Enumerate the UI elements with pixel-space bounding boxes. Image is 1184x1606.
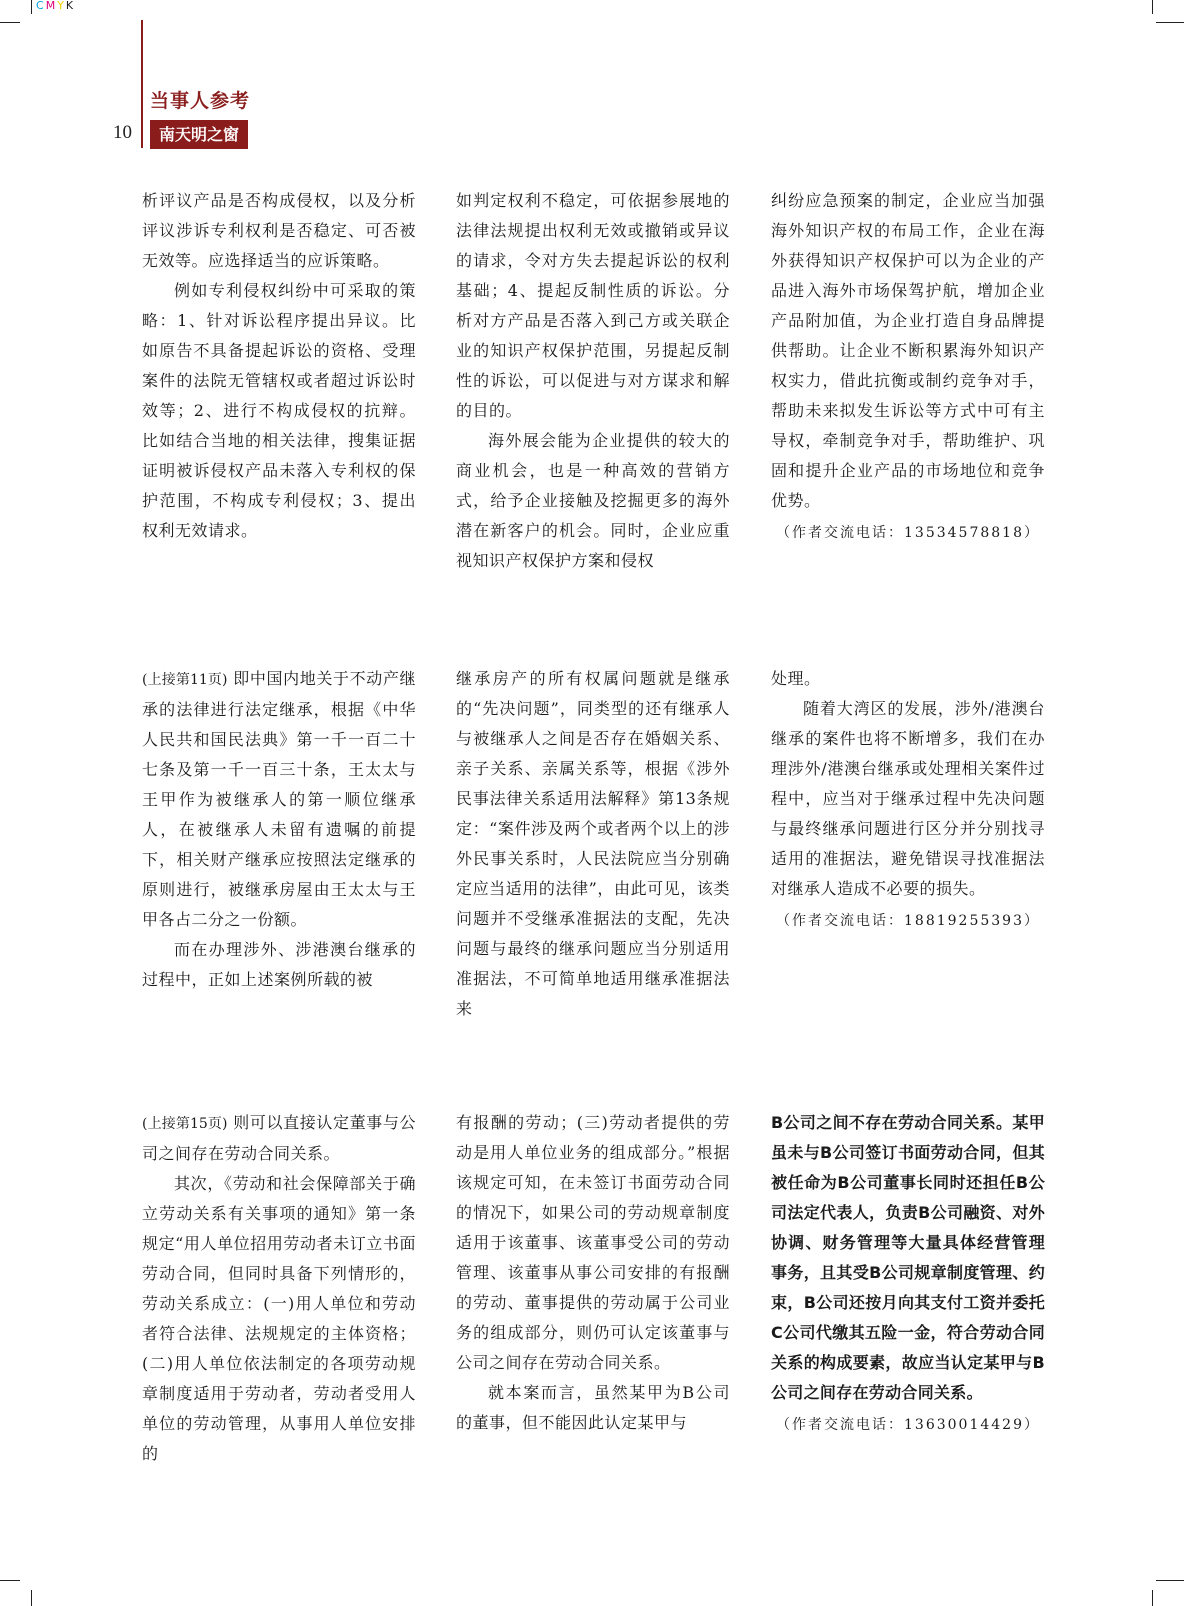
article2-col2-para-1: 继承房产的所有权属问题就是继承的“先决问题”，同类型的还有继承人与被继承人之间是否存在婚姻关系、亲子关系、亲属关系等，根据《涉外民事法律关系适用法解释》第13条规定：“案件涉及两个或者两个以上的涉外民事关系时，人民法院应当分别确定应当适用的法律”，由此可见，该类问题并不受继承准据法的支配，先决问题与最终的继承问题应当分别适用准据法，不可简单地适用继承准据法来 [456,669,730,1018]
article3-author-contact: （作者交流电话：13630014429） [776,1417,1040,1433]
article3-col2-para-1: 有报酬的劳动；(三)劳动者提供的劳动是用人单位业务的组成部分。”根据该规定可知，在未签订书面劳动合同的情况下，如果公司的劳动规章制度适用于该董事、该董事受公司的劳动管理、该董事从事公司安排的有报酬的劳动、董事提供的劳动属于公司业务的组成部分，则仍可认定该董事与公司之间存在劳动合同关系。 [456,1113,730,1372]
cmyk-m: M [45,0,58,12]
article3-col3-para-1: B公司之间不存在劳动合同关系。某甲虽未与B公司签订书面劳动合同，但其被任命为B公司董事长同时还担任B公司法定代表人，负责B公司融资、对外协调、财务管理等大量具体经营管理事务，且其受B公司规章制度管理、约束，B公司还按月向其支付工资并委托C公司代缴其五险一金，符合劳动合同关系的构成要素，故应当认定某甲与B公司之间存在劳动合同关系。 [771,1113,1045,1402]
article1-col3-para-1: 纠纷应急预案的制定，企业应当加强海外知识产权的布局工作，企业在海外获得知识产权保护可以为企业的产品进入海外市场保驾护航，增加企业产品附加值，为企业打造自身品牌提供帮助。让企业不断积累海外知识产权实力，借此抗衡或制约竞争对手，帮助未来拟发生诉讼等方式中可有主导权，牵制竞争对手，帮助维护、巩固和提升企业产品的市场地位和竞争优势。 [771,191,1045,510]
article1-column-1 [142,186,416,576]
cmyk-c: C [36,0,46,12]
cmyk-registration-label [36,0,75,12]
cmyk-k: K [65,0,76,12]
brand-label: 南天明之窗 [150,120,248,149]
cmyk-y: Y [57,0,66,12]
crop-mark-top-right-h [1156,22,1184,23]
crop-mark-bottom-right-v [1152,1590,1153,1606]
article3-col1-para-2: 其次，《劳动和社会保障部关于确立劳动关系有关事项的通知》第一条规定“用人单位招用劳动者未订立书面劳动合同，但同时具备下列情形的，劳动关系成立：(一)用人单位和劳动者符合法律、法规规定的主体资格；(二)用人单位依法制定的各项劳动规章制度适用于劳动者，劳动者受用人单位的劳动管理，从事用人单位安排的 [142,1174,416,1463]
article3-col1-para-1 [142,1108,416,1169]
article2-col3-para-2: 随着大湾区的发展，涉外/港澳台继承的案件也将不断增多，我们在办理涉外/港澳台继承或处理相关案件过程中，应当对于继承过程中先决问题与最终继承问题进行区分并分别找寻适用的准据法，避免错误寻找准据法对继承人造成不必要的损失。 [771,699,1045,898]
article1-col1-para-1: 析评议产品是否构成侵权，以及分析评议涉诉专利权利是否稳定、可否被无效等。应选择适当的应诉策略。 [142,191,416,270]
article3-col2-para-2: 就本案而言，虽然某甲为B公司的董事，但不能因此认定某甲与 [456,1383,730,1432]
crop-mark-bottom-left-v [31,1590,32,1606]
header-red-rule [141,20,143,148]
article1-col1-para-2: 例如专利侵权纠纷中可采取的策略：1、针对诉讼程序提出异议。比如原告不具备提起诉讼的资格、受理案件的法院无管辖权或者超过诉讼时效等；2、进行不构成侵权的抗辩。比如结合当地的相关法律，搜集证据证明被诉侵权产品未落入专利权的保护范围，不构成专利侵权；3、提出权利无效请求。 [142,281,416,540]
page-number: 10 [113,122,132,143]
article3-column-2 [456,1108,730,1468]
article3-column-1 [142,1108,416,1468]
article2-column-2 [456,664,730,1024]
article1-column-3 [771,186,1045,576]
crop-mark-top-right-v [1152,0,1153,14]
section-title: 当事人参考 [150,90,251,112]
article2-continued-from: (上接第11页) [142,672,228,688]
article2-col1-para-1 [142,664,416,935]
crop-mark-bottom-right-h [1156,1580,1184,1581]
article1-column-2 [456,186,730,576]
article3-continued-from: (上接第15页) [142,1116,228,1132]
article2-col1-text-1: 即中国内地关于不动产继承的法律进行法定继承，根据《中华人民共和国民法典》第一千一百二十七条及第一千一百三十条，王太太与王甲作为被继承人的第一顺位继承人，在被继承人未留有遗嘱的前提下，相关财产继承应按照法定继承的原则进行，被继承房屋由王太太与王甲各占二分之一份额。 [142,669,416,929]
article2-col1-para-2: 而在办理涉外、涉港澳台继承的过程中，正如上述案例所载的被 [142,940,416,989]
crop-mark-top-left-v [31,0,32,14]
article1-col2-para-2: 海外展会能为企业提供的较大的商业机会，也是一种高效的营销方式，给予企业接触及挖掘更多的海外潜在新客户的机会。同时，企业应重视知识产权保护方案和侵权 [456,431,730,570]
article3-col1-text-1: 则可以直接认定董事与公司之间存在劳动合同关系。 [142,1113,416,1163]
article1-col2-para-1: 如判定权利不稳定，可依据参展地的法律法规提出权利无效或撤销或异议的请求，令对方失去提起诉讼的权利基础；4、提起反制性质的诉讼。分析对方产品是否落入到己方或关联企业的知识产权保护范围，另提起反制性的诉讼，可以促进与对方谋求和解的目的。 [456,191,730,420]
article2-col3-para-1: 处理。 [771,669,821,688]
article2-author-contact: （作者交流电话：18819255393） [776,913,1040,929]
article3-column-3 [771,1108,1045,1468]
article1-author-contact: （作者交流电话：13534578818） [776,525,1040,541]
article2-column-3 [771,664,1045,1024]
article2-column-1 [142,664,416,1024]
crop-mark-bottom-left-h [0,1580,20,1581]
crop-mark-top-left-h [0,22,20,23]
